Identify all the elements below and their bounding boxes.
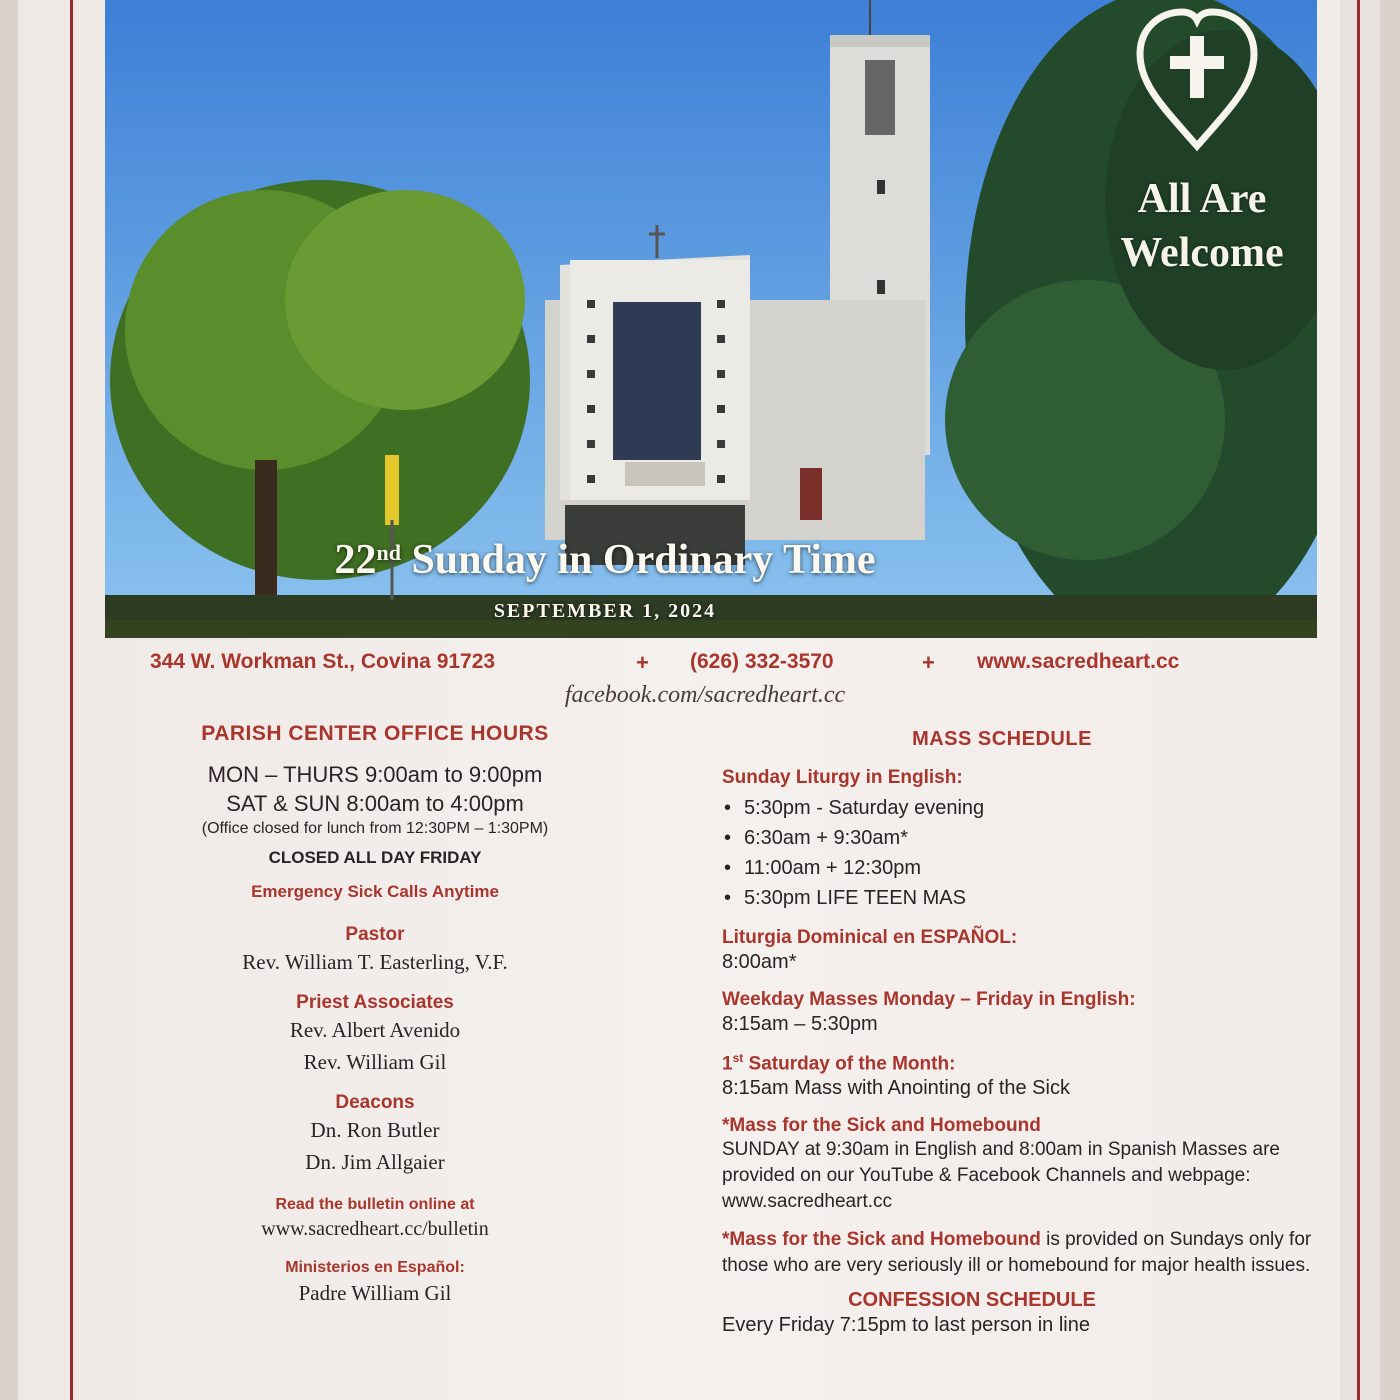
list-item: • 6:30am + 9:30am* <box>722 823 1312 853</box>
closed-friday-note: CLOSED ALL DAY FRIDAY <box>268 848 482 867</box>
pastor-label: Pastor <box>345 924 405 945</box>
title-ordinal-suffix: nd <box>376 540 401 565</box>
weekday-hours: MON – THURS 9:00am to 9:00pm <box>207 762 543 787</box>
spanish-liturgy-label: Liturgia Dominical en ESPAÑOL: <box>722 927 1018 948</box>
associate-name: Rev. Albert Avenido <box>289 1018 461 1042</box>
heart-cross-icon <box>1132 6 1262 156</box>
welcome-line-2: Welcome <box>1120 230 1284 276</box>
first-saturday-text: 8:15am Mass with Anointing of the Sick <box>722 1077 1070 1100</box>
first-saturday-number: 1 <box>722 1053 733 1075</box>
list-item: • 11:00am + 12:30pm <box>722 853 1312 883</box>
sick-homebound-note <box>722 1227 1312 1279</box>
bulletin-url-link[interactable]: www.sacredheart.cc/bulletin <box>261 1218 489 1240</box>
first-saturday-suffix: st <box>732 1051 744 1065</box>
weekday-masses-label: Weekday Masses Monday – Friday in English: <box>722 989 1136 1010</box>
deacon-name: Dn. Ron Butler <box>310 1118 440 1142</box>
emergency-note: Emergency Sick Calls Anytime <box>251 882 499 901</box>
office-hours-heading: PARISH CENTER OFFICE HOURS <box>201 722 549 745</box>
first-saturday-label <box>722 1051 1312 1075</box>
confession-schedule-text: Every Friday 7:15pm to last person in line <box>722 1314 1090 1337</box>
bulletin-online-label: Read the bulletin online at <box>275 1196 475 1213</box>
mass-schedule-column <box>722 728 1312 1338</box>
mass-schedule-heading: MASS SCHEDULE <box>912 728 1092 750</box>
list-item: • 5:30pm - Saturday evening <box>722 793 1312 823</box>
sick-homebound-label: *Mass for the Sick and Homebound <box>722 1115 1041 1137</box>
ministerios-name: Padre William Gil <box>298 1281 452 1305</box>
sunday-liturgy-label: Sunday Liturgy in English: <box>722 767 963 788</box>
deacon-name: Dn. Jim Allgaier <box>305 1150 445 1174</box>
ministerios-label: Ministerios en Español: <box>285 1259 465 1276</box>
office-hours <box>140 760 610 818</box>
title-number: 22 <box>334 537 377 583</box>
welcome-line-1: All Are <box>1137 176 1267 222</box>
facebook-link[interactable]: facebook.com/sacredheart.cc <box>564 682 846 708</box>
list-item: • 5:30pm LIFE TEEN MAS <box>722 883 1312 913</box>
sunday-mass-list <box>722 793 1312 913</box>
associate-name: Rev. William Gil <box>303 1050 447 1074</box>
weekday-mass-time: 8:15am – 5:30pm <box>722 1013 878 1035</box>
pastor-name: Rev. William T. Easterling, V.F. <box>242 950 508 974</box>
lunch-closure-note: (Office closed for lunch from 12:30PM – 1:30PM) <box>201 820 549 837</box>
address: 344 W. Workman St., Covina 91723 <box>150 650 496 673</box>
confession-schedule-heading: CONFESSION SCHEDULE <box>848 1289 1096 1312</box>
sick-homebound-label-2: *Mass for the Sick and Homebound <box>722 1229 1041 1251</box>
first-saturday-rest: Saturday of the Month: <box>743 1053 956 1075</box>
bulletin-title <box>105 536 1105 584</box>
all-are-welcome-text <box>1092 172 1312 280</box>
deacons-label: Deacons <box>335 1092 415 1113</box>
weekend-hours: SAT & SUN 8:00am to 4:00pm <box>226 791 524 816</box>
contact-separator: + <box>922 650 935 675</box>
contact-separator: + <box>636 650 649 675</box>
sick-homebound-text-2: is provided on Sundays only for those who are very seriously ill or homebound for major health issues. <box>722 1229 1312 1277</box>
title-text: Sunday in Ordinary Time <box>400 537 876 583</box>
phone-number: (626) 332-3570 <box>690 650 834 673</box>
bulletin-date: SEPTEMBER 1, 2024 <box>493 600 717 622</box>
sick-homebound-text: SUNDAY at 9:30am in English and 8:00am in Spanish Masses are provided on our YouTube & Facebook Channels and webpage: www.sacredheart.cc <box>722 1139 1280 1213</box>
spanish-mass-time: 8:00am* <box>722 951 797 973</box>
office-info-column <box>140 722 610 1309</box>
website-link[interactable]: www.sacredheart.cc <box>977 650 1180 673</box>
priest-associates-label: Priest Associates <box>296 992 454 1013</box>
